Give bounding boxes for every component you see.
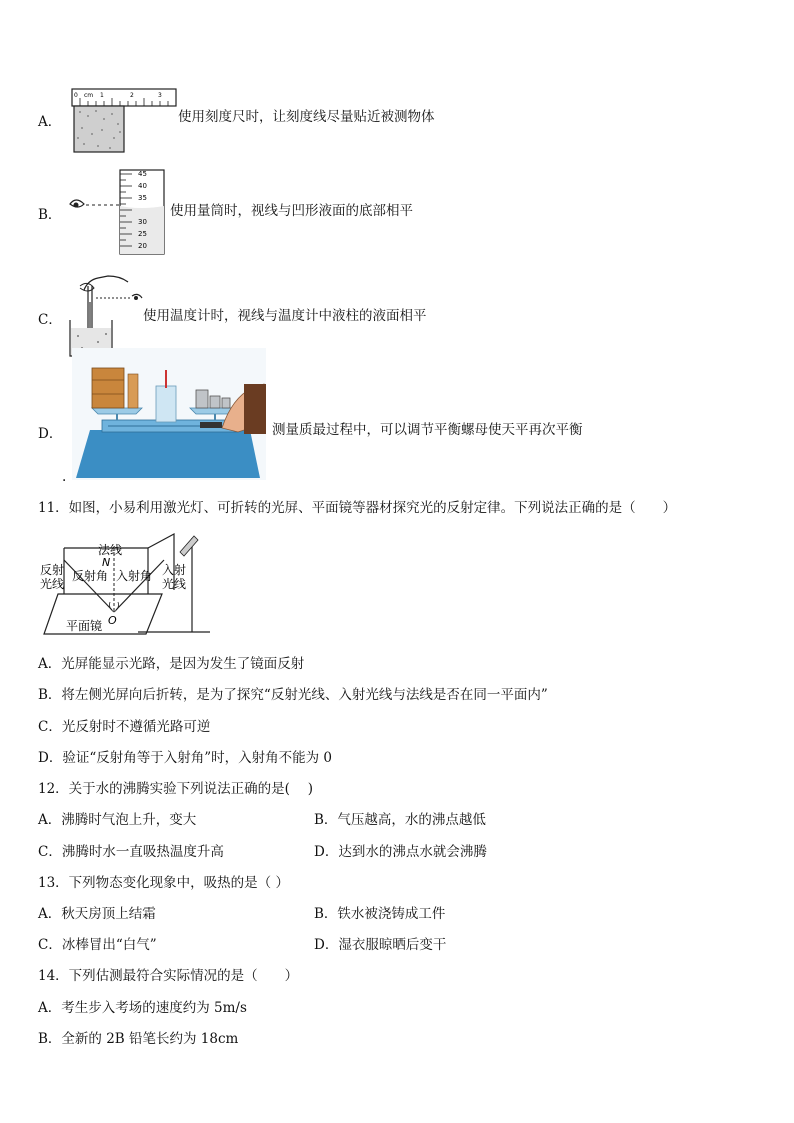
label-mirror: 平面镜 <box>66 619 103 633</box>
cylinder-tick-20: 20 <box>138 242 147 250</box>
q10-option-c-label: C． <box>38 312 62 328</box>
label-reflected-ray-1: 反射 <box>40 563 65 577</box>
label-reflected-ray-2: 光线 <box>40 577 65 591</box>
ruler-tick-0: 0 <box>74 92 78 99</box>
label-incident-ray-1: 入射 <box>162 563 187 577</box>
q13-option-b: B．铁水被浇铸成工件 <box>314 906 446 922</box>
label-point-n: N <box>102 556 111 569</box>
thermometer-figure <box>66 272 144 360</box>
q10-option-c-text: 使用温度计时，视线与温度计中液柱的液面相平 <box>143 308 427 324</box>
q12-stem: 12．关于水的沸腾实验下列说法正确的是( ) <box>38 781 314 797</box>
cylinder-tick-25: 25 <box>138 230 147 238</box>
q13-option-d: D．湿衣服晾晒后变干 <box>314 937 447 953</box>
ruler-tick-2: 2 <box>130 92 134 99</box>
q13-stem: 13．下列物态变化现象中，吸热的是（ ） <box>38 875 289 891</box>
q11-option-d: D．验证“反射角等于入射角”时，入射角不能为 0 <box>38 750 333 766</box>
q10-option-a-text: 使用刻度尺时，让刻度线尽量贴近被测物体 <box>178 109 435 125</box>
q10-option-b-label: B． <box>38 207 62 223</box>
reflection-figure <box>40 532 210 640</box>
q10-option-d-text: 测量质最过程中，可以调节平衡螺母使天平再次平衡 <box>272 422 583 438</box>
label-reflection-angle: 反射角 <box>72 569 109 583</box>
ruler-figure <box>68 86 178 154</box>
cylinder-tick-30: 30 <box>138 218 147 226</box>
ruler-unit: cm <box>84 92 94 99</box>
label-point-o: O <box>108 614 117 627</box>
cylinder-tick-45: 45 <box>138 170 147 178</box>
q13-option-a: A．秋天房顶上结霜 <box>38 906 156 922</box>
q11-option-c: C．光反射时不遵循光路可逆 <box>38 719 211 735</box>
cylinder-tick-40: 40 <box>138 182 147 190</box>
q13-option-c: C．冰棒冒出“白气” <box>38 937 157 953</box>
q14-option-a: A．考生步入考场的速度约为 5m/s <box>38 1000 247 1016</box>
ruler-tick-3: 3 <box>158 92 162 99</box>
q10-option-d-label: D． <box>38 426 63 442</box>
q12-option-a: A．沸腾时气泡上升，变大 <box>38 812 197 828</box>
q12-option-d: D．达到水的沸点水就会沸腾 <box>314 844 487 860</box>
trailing-dot: . <box>62 469 67 485</box>
q11-option-a: A．光屏能显示光路，是因为发生了镜面反射 <box>38 656 305 672</box>
q12-option-b: B．气压越高，水的沸点越低 <box>314 812 486 828</box>
q10-option-a-label: A． <box>38 114 62 130</box>
label-incidence-angle: 入射角 <box>116 569 153 583</box>
q11-option-b: B．将左侧光屏向后折转，是为了探究“反射光线、入射光线与法线是否在同一平面内” <box>38 687 548 703</box>
q14-stem: 14．下列估测最符合实际情况的是（ ） <box>38 968 299 984</box>
ruler-tick-1: 1 <box>100 92 104 99</box>
cylinder-tick-35: 35 <box>138 194 147 202</box>
q11-stem: 11．如图，小易利用激光灯、可折转的光屏、平面镜等器材探究光的反射定律。下列说法正确的是（ ） <box>38 500 677 516</box>
q10-option-b-text: 使用量筒时，视线与凹形液面的底部相平 <box>170 203 413 219</box>
balance-figure <box>72 348 266 480</box>
measuring-cylinder-figure <box>64 168 168 258</box>
label-normal: 法线 <box>98 543 123 557</box>
q14-option-b: B．全新的 2B 铅笔长约为 18cm <box>38 1031 239 1047</box>
q12-option-c: C．沸腾时水一直吸热温度升高 <box>38 844 224 860</box>
label-incident-ray-2: 光线 <box>162 577 187 591</box>
